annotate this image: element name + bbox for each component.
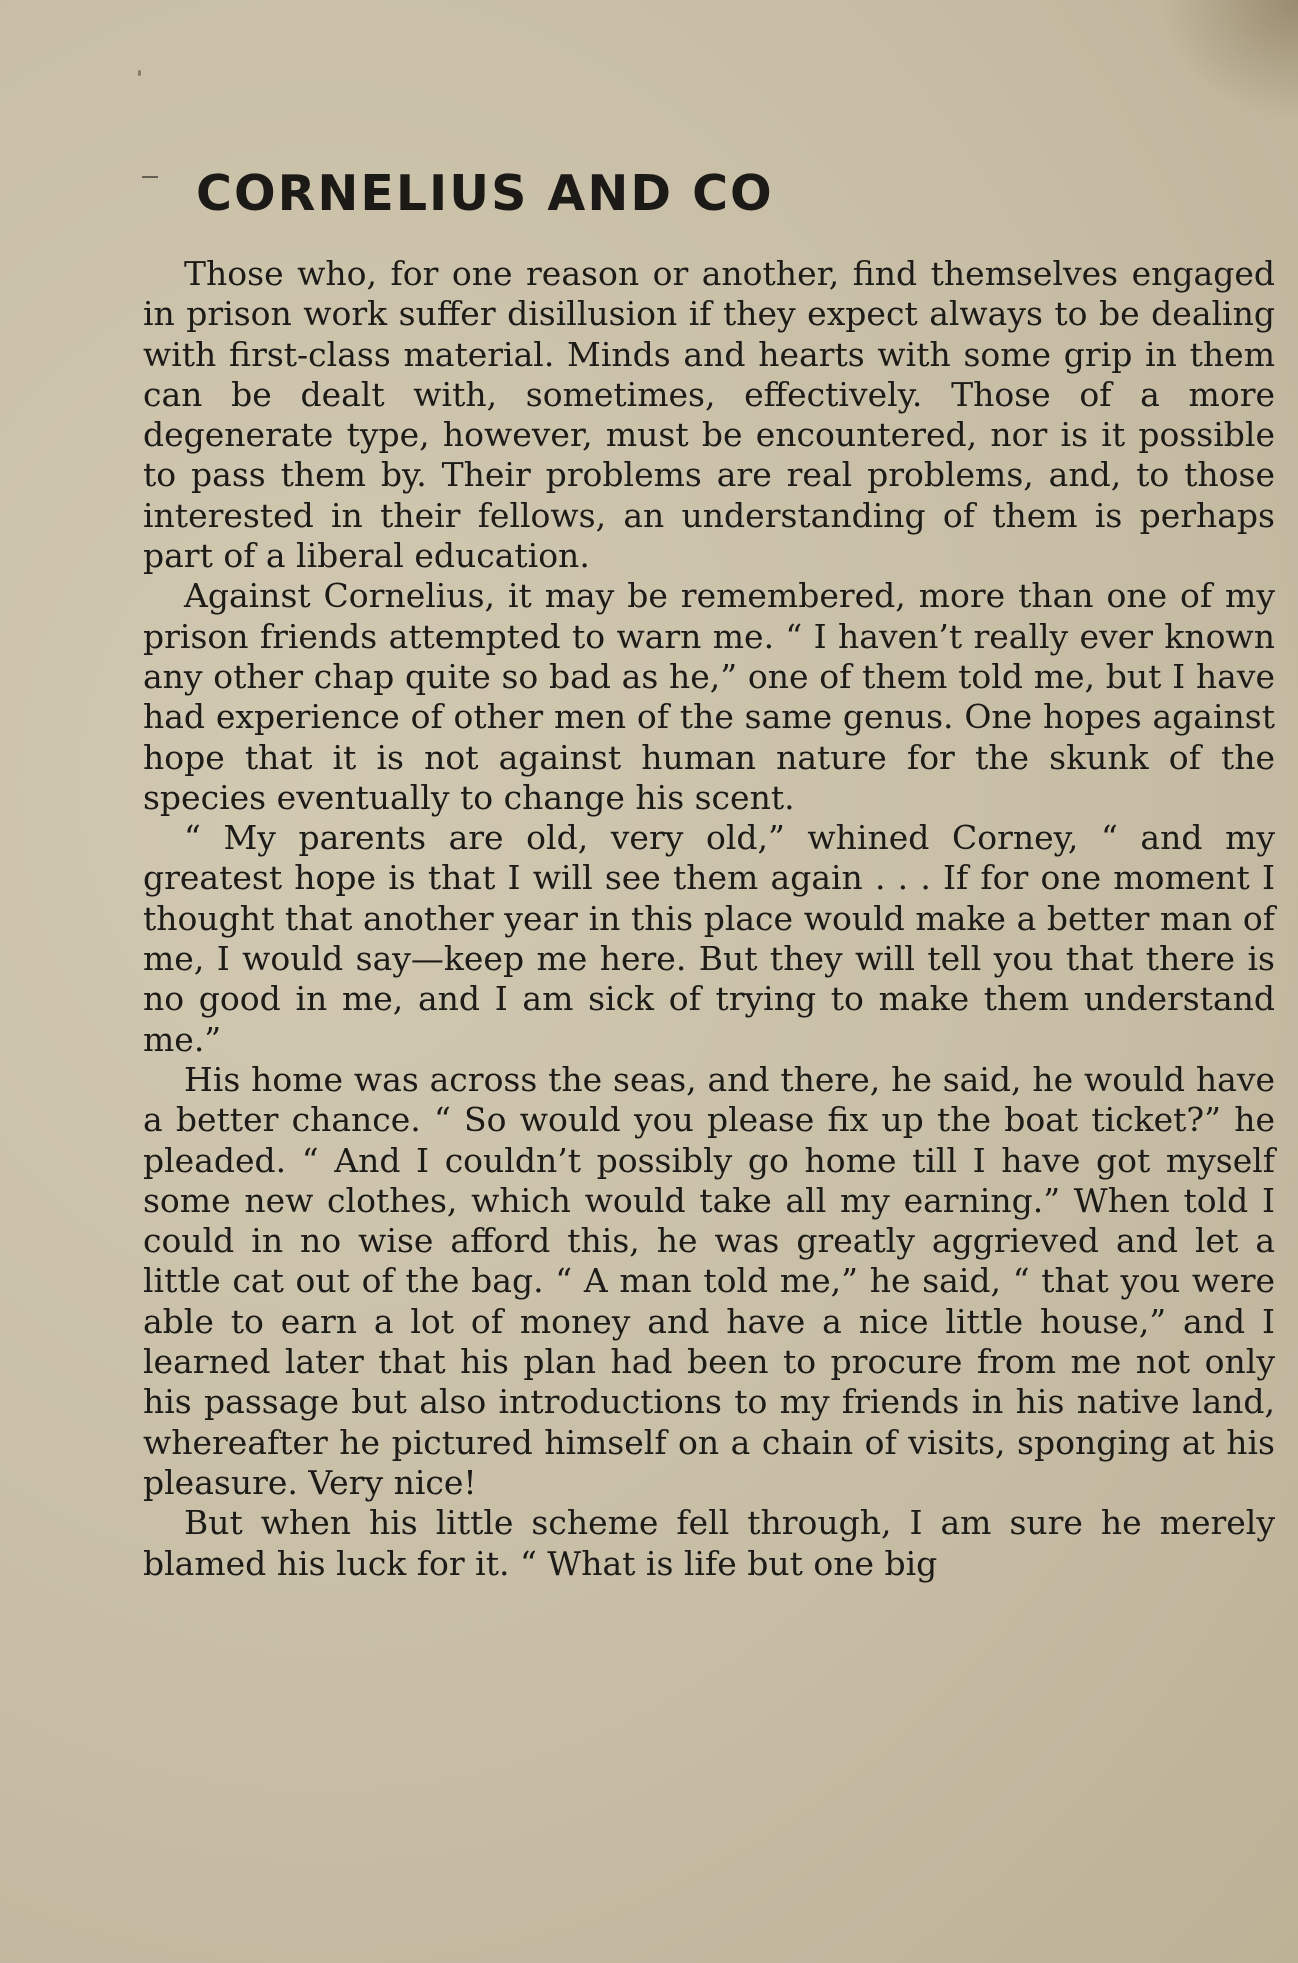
chapter-title: CORNELIUS AND CO bbox=[196, 165, 774, 222]
body-text bbox=[143, 254, 1275, 1584]
paragraph-3: “ My parents are old, very old,” whined Corney, “ and my greatest hope is that I will see them again . . . If for one moment I thought that another year in this place would make a better man of me, I would say—keep me here. But they will tell you that there is no good in me, and I am sick of trying to make them understand me.” bbox=[143, 818, 1275, 1059]
paragraph-4: His home was across the seas, and there, he said, he would have a better chance. “ So would you please fix up the boat ticket?” he pleaded. “ And I couldn’t possibly go home till I have got myself some new clothes, which would take all my earning.” When told I could in no wise afford this, he was greatly aggrieved and let a little cat out of the bag. “ A man told me,” he said, “ that you were able to earn a lot of money and have a nice little house,” and I learned later that his plan had been to procure from me not only his passage but also introductions to my friends in his native land, whereafter he pictured himself on a chain of visits, sponging at his pleasure. Very nice! bbox=[143, 1059, 1275, 1502]
paragraph-5: But when his little scheme fell through, I am sure he merely blamed his luck for it. “ What is life but one big bbox=[143, 1503, 1275, 1583]
paragraph-2: Against Cornelius, it may be remembered, more than one of my prison friends attempted to warn me. “ I haven’t really ever known any other chap quite so bad as he,” one of them told me, but I have had experience of other men of the same genus. One hopes against hope that it is not against human nature for the skunk of the species eventually to change his scent. bbox=[143, 576, 1275, 817]
title-ornament bbox=[142, 176, 158, 181]
page-speck bbox=[138, 70, 141, 76]
paragraph-1: Those who, for one reason or another, find themselves engaged in prison work suffer disillusion if they expect always to be dealing with first-class material. Minds and hearts with some grip in them can be dealt with, sometimes, effectively. Those of a more degenerate type, however, must be encountered, nor is it possible to pass them by. Their problems are real problems, and, to those interested in their fellows, an understanding of them is perhaps part of a liberal education. bbox=[143, 254, 1275, 576]
page-corner-shadow bbox=[1158, 0, 1298, 120]
